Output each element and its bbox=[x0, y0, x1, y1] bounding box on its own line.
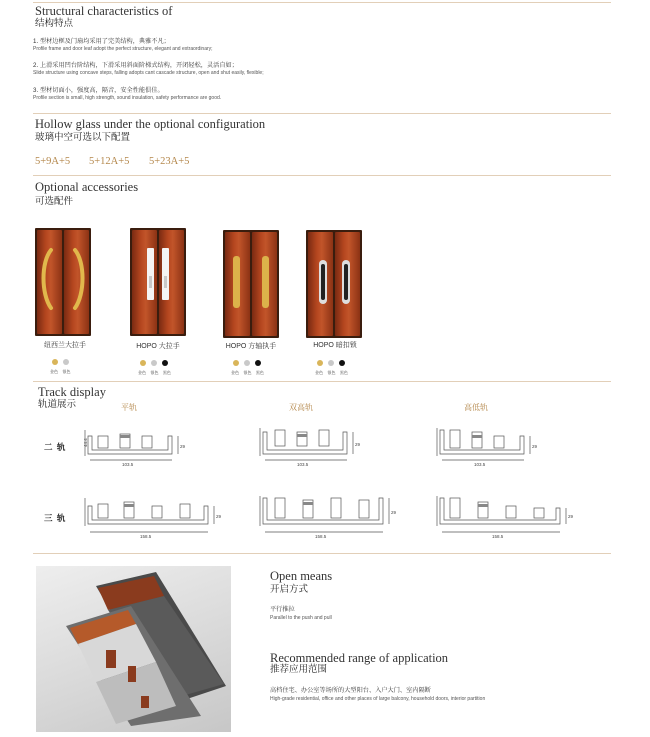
track-row-three: 三 轨 bbox=[44, 513, 67, 523]
track-drawing-flat-three bbox=[80, 490, 220, 540]
track-rule bbox=[33, 381, 611, 382]
application-title-en: Recommended range of application bbox=[270, 651, 449, 665]
structural-point-3-cn: 3. 型材切面小，强度高，隔音，安全性能俱佳。 bbox=[33, 87, 164, 94]
svg-text:103.5: 103.5 bbox=[297, 462, 309, 467]
track-column-flat: 平轨 bbox=[121, 403, 137, 412]
door-image-1 bbox=[35, 228, 91, 336]
structural-title-cn: 结构特点 bbox=[35, 18, 74, 29]
glass-option-1: 5+9A+5 bbox=[35, 156, 71, 167]
track-column-double-high: 双高轨 bbox=[289, 403, 313, 412]
accessory-label-4: HOPO 暗扣锁 bbox=[313, 342, 357, 349]
svg-text:103.5: 103.5 bbox=[474, 462, 486, 467]
structural-title-en: Structural characteristics of bbox=[35, 4, 173, 18]
application-text-cn: 高档住宅、办公室等场所的大型阳台、入户大门、室内隔断 bbox=[270, 687, 431, 694]
svg-text:158.5: 158.5 bbox=[492, 534, 504, 539]
open-means-text-cn: 平行推拉 bbox=[270, 606, 295, 613]
accessory-label-1: 纽西兰大拉手 bbox=[44, 342, 86, 349]
track-drawing-high-low-three bbox=[432, 490, 572, 540]
svg-text:29: 29 bbox=[532, 444, 538, 449]
accessories-title-cn: 可选配件 bbox=[35, 196, 74, 207]
structural-point-1-cn: 1. 型材边框及门扇均采用了完美结构，典雅不凡； bbox=[33, 38, 170, 45]
svg-text:29: 29 bbox=[355, 442, 361, 447]
structural-point-3-en: Profile section is small, high strength, sound insulation, safety performance are good. bbox=[33, 95, 222, 101]
application-text-en: High-grade residential, office and other places of large balcony, household doors, interior partition bbox=[270, 696, 486, 702]
glass-title-en: Hollow glass under the optional configuration bbox=[35, 117, 266, 131]
track-column-high-low: 高低轨 bbox=[464, 403, 488, 412]
glass-title-cn: 玻璃中空可选以下配置 bbox=[35, 132, 131, 143]
track-drawing-flat-two bbox=[80, 422, 190, 470]
svg-text:29: 29 bbox=[391, 510, 397, 515]
glass-option-2: 5+12A+5 bbox=[89, 156, 130, 167]
svg-text:44.4: 44.4 bbox=[83, 438, 88, 447]
open-means-title-en: Open means bbox=[270, 569, 333, 583]
arc-handle-icon bbox=[35, 228, 91, 336]
open-means-text-en: Parallel to the push and pull bbox=[270, 615, 332, 621]
flush-lock-icon bbox=[306, 230, 362, 338]
profile-cross-section-image bbox=[36, 566, 231, 732]
accessory-label-2: HOPO 大拉手 bbox=[136, 343, 180, 350]
top-rule bbox=[33, 2, 611, 3]
track-drawing-high-low-two bbox=[432, 422, 542, 470]
swatch-labels-4: 金色 银色 黑色 bbox=[315, 370, 348, 375]
structural-point-2-en: Slide structure using concave steps, falling adopts cant cascade structure, open and shut easily, flexible; bbox=[33, 70, 264, 76]
track-drawing-double-high-three bbox=[255, 490, 400, 540]
svg-text:29: 29 bbox=[568, 514, 574, 519]
swatch-labels-2: 金色 银色 黑色 bbox=[138, 370, 171, 375]
bottom-rule bbox=[33, 553, 611, 554]
track-row-two: 二 轨 bbox=[44, 442, 67, 452]
structural-point-1-en: Profile frame and door leaf adopt the perfect structure, elegant and extraordinary; bbox=[33, 46, 213, 52]
track-title-cn: 轨道展示 bbox=[38, 399, 77, 410]
accessory-label-3: HOPO 方轴执手 bbox=[225, 343, 277, 350]
accessories-rule bbox=[33, 175, 611, 176]
track-drawing-double-high-two bbox=[255, 422, 365, 470]
svg-text:158.5: 158.5 bbox=[140, 534, 152, 539]
door-image-2 bbox=[130, 228, 186, 336]
glass-rule bbox=[33, 113, 611, 114]
svg-text:29: 29 bbox=[216, 514, 222, 519]
glass-option-3: 5+23A+5 bbox=[149, 156, 190, 167]
door-image-3 bbox=[223, 230, 279, 338]
track-title-en: Track display bbox=[38, 385, 106, 399]
structural-point-2-cn: 2. 上滑采用凹台阶结构，下滑采用斜面阶梯式结构，开闭轻松，灵活自如； bbox=[33, 62, 238, 69]
application-title-cn: 推荐应用范围 bbox=[270, 664, 328, 675]
swatch-labels-1: 金色 银色 bbox=[50, 369, 71, 374]
accessories-title-en: Optional accessories bbox=[35, 180, 139, 194]
bar-handle-icon bbox=[130, 228, 186, 336]
svg-text:29: 29 bbox=[180, 444, 186, 449]
svg-text:158.5: 158.5 bbox=[315, 534, 327, 539]
profile-illustration-icon bbox=[36, 566, 231, 732]
svg-text:103.5: 103.5 bbox=[122, 462, 134, 467]
swatch-labels-3: 金色 银色 黑色 bbox=[231, 370, 264, 375]
door-image-4 bbox=[306, 230, 362, 338]
lever-handle-icon bbox=[223, 230, 279, 338]
open-means-title-cn: 开启方式 bbox=[270, 584, 309, 595]
